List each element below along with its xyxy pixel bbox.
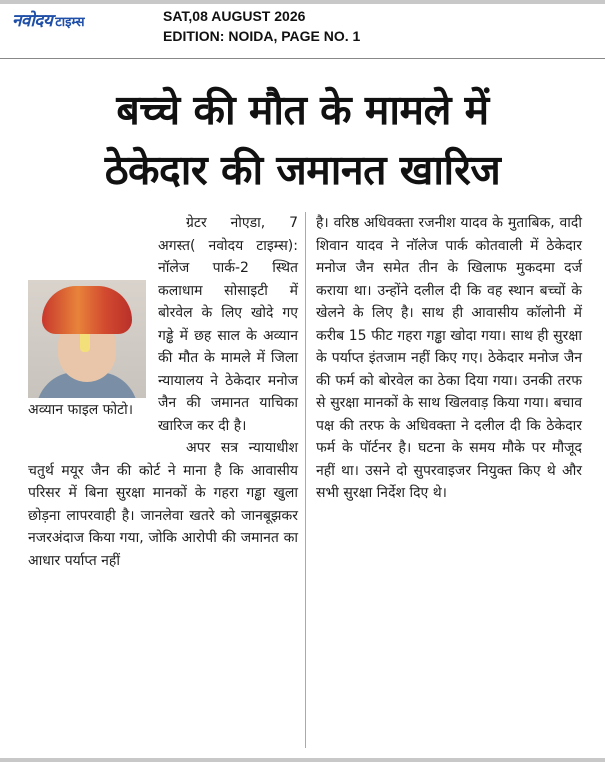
photo-block [28, 280, 152, 438]
photo-caption: अव्यान फाइल फोटो। [28, 402, 134, 418]
body-paragraph-1: ग्रेटर नोएडा, 7 अगस्त( नवोदय टाइम्स): नॉलेज पार्क-2 स्थित कलाधाम सोसाइटी में बोरवेल के लिए खोदे गए गड्ढे में छह साल के अव्यान की मौत के मामले में जिला न्यायालय ने ठेकेदार मनोज जैन की जमानत याचिका खारिज कर दी है। [158, 215, 298, 434]
scan-edge-top [0, 0, 605, 4]
article-column-left [28, 212, 298, 572]
newspaper-logo [12, 8, 85, 31]
article-column-right [316, 212, 582, 505]
page-header [0, 0, 605, 56]
logo-sub-text: टाइम्स [55, 15, 85, 30]
logo-main-text: नवोदय [12, 11, 53, 31]
header-divider [0, 58, 605, 59]
publication-date: SAT,08 AUGUST 2026 [163, 8, 306, 24]
headline-line-2: ठेकेदार की जमानत खारिज [104, 146, 501, 194]
edition-page: EDITION: NOIDA, PAGE NO. 1 [163, 28, 361, 44]
body-paragraph-2: अपर सत्र न्यायाधीश चतुर्थ मयूर जैन की कोर्ट ने माना है कि आवासीय परिसर में बिना सुरक्षा मानकों के गहरा गड्ढा खुला छोड़ना लापरवाही है। जानलेवा खतरे को जानबूझकर नजरअंदाज किया गया, जोकि आरोपी की जमानत का आधार पर्याप्त नहीं [28, 440, 298, 569]
photo-turban-shape [42, 286, 132, 334]
scan-edge-bottom [0, 758, 605, 762]
column-divider [305, 212, 306, 748]
edition-info [163, 6, 360, 46]
child-photo [28, 280, 146, 398]
headline-line-1: बच्चे की मौत के मामले में [116, 86, 489, 134]
body-paragraph-3: है। वरिष्ठ अधिवक्ता रजनीश यादव के मुताबिक, वादी शिवान यादव ने नॉलेज पार्क कोतवाली में ठेकेदार मनोज जैन समेत तीन के खिलाफ मुकदमा दर्ज कराया था। उन्होंने दलील दी कि वह स्थान बच्चों के खेलने के लिए है। साथ ही आवासीय कॉलोनी में करीब 15 फीट गहरा गड्ढा खोदा गया। साथ ही सुरक्षा के पर्याप्त इंतजाम नहीं किए गए। ठेकेदार मनोज जैन की फर्म को बोरवेल का ठेका दिया गया। उनकी तरफ से सुरक्षा मानकों के साथ खिलवाड़ किया गया। बचाव पक्ष की तरफ के अधिवक्ता ने दलील दी कि ठेकेदार फर्म के पॉर्टनर है। घटना के समय मौके पर मौजूद नहीं था। उसने दो सुपरवाइजर नियुक्त किए थे और सभी सुरक्षा निर्देश दिए थे। [316, 215, 582, 501]
article-headline [0, 80, 605, 200]
